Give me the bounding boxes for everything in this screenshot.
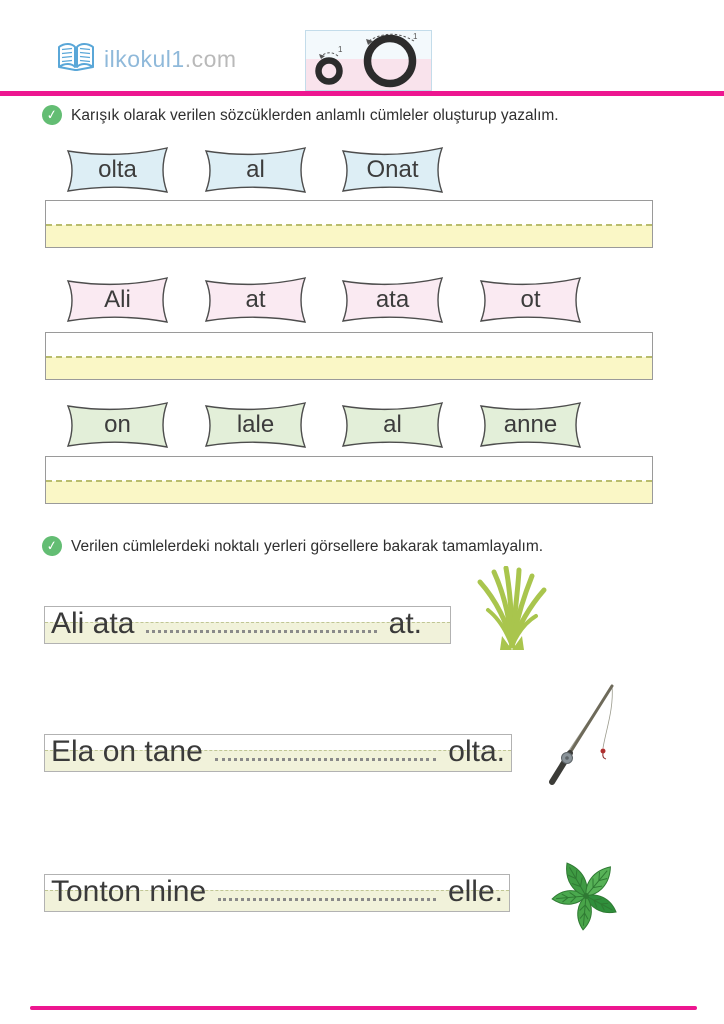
word-card: ata <box>340 275 445 325</box>
word-card: olta <box>65 145 170 195</box>
word-card: ot <box>478 275 583 325</box>
sentence-prefix: Tonton nine <box>51 875 207 908</box>
fill-in-sentence-2 <box>44 734 512 772</box>
answer-blank[interactable] <box>215 758 436 761</box>
word-card: al <box>340 400 445 450</box>
checkmark-icon: ✓ <box>41 104 64 127</box>
answer-blank[interactable] <box>146 630 376 633</box>
mint-illustration <box>538 846 634 943</box>
writing-line-1[interactable] <box>45 200 653 248</box>
fill-in-sentence-1 <box>44 606 451 644</box>
sentence-suffix: elle. <box>447 875 503 908</box>
letter-practice-box <box>305 30 432 91</box>
word-card: at <box>203 275 308 325</box>
book-logo-icon <box>56 40 96 79</box>
writing-line-3[interactable] <box>45 456 653 504</box>
fill-in-sentence-3 <box>44 874 510 912</box>
logo-text: ilkokul1.com <box>104 46 237 72</box>
sentence-suffix: at. <box>388 607 422 640</box>
word-card: Onat <box>340 145 445 195</box>
sentence-prefix: Ali ata <box>51 607 135 640</box>
checkmark-icon: ✓ <box>41 535 64 558</box>
answer-blank[interactable] <box>218 898 436 901</box>
instruction-1: ✓ Karışık olarak verilen sözcüklerden anlamlı cümleler oluşturup yazalım. <box>42 105 692 126</box>
grass-illustration <box>472 566 552 657</box>
stroke-number-big: 1 <box>413 32 418 41</box>
word-card: Ali <box>65 275 170 325</box>
word-card: al <box>203 145 308 195</box>
sentence-prefix: Ela on tane <box>51 735 203 768</box>
sentence-suffix: olta. <box>448 735 505 768</box>
word-card: on <box>65 400 170 450</box>
fishing-rod-illustration <box>540 678 630 799</box>
word-card: anne <box>478 400 583 450</box>
footer-rule <box>30 1006 697 1010</box>
header-divider-rule <box>0 91 724 96</box>
stroke-number-small: 1 <box>338 45 343 54</box>
word-card: lale <box>203 400 308 450</box>
site-logo[interactable] <box>56 40 237 79</box>
writing-line-2[interactable] <box>45 332 653 380</box>
instruction-2: ✓ Verilen cümlelerdeki noktalı yerleri görsellere bakarak tamamlayalım. <box>42 536 692 557</box>
